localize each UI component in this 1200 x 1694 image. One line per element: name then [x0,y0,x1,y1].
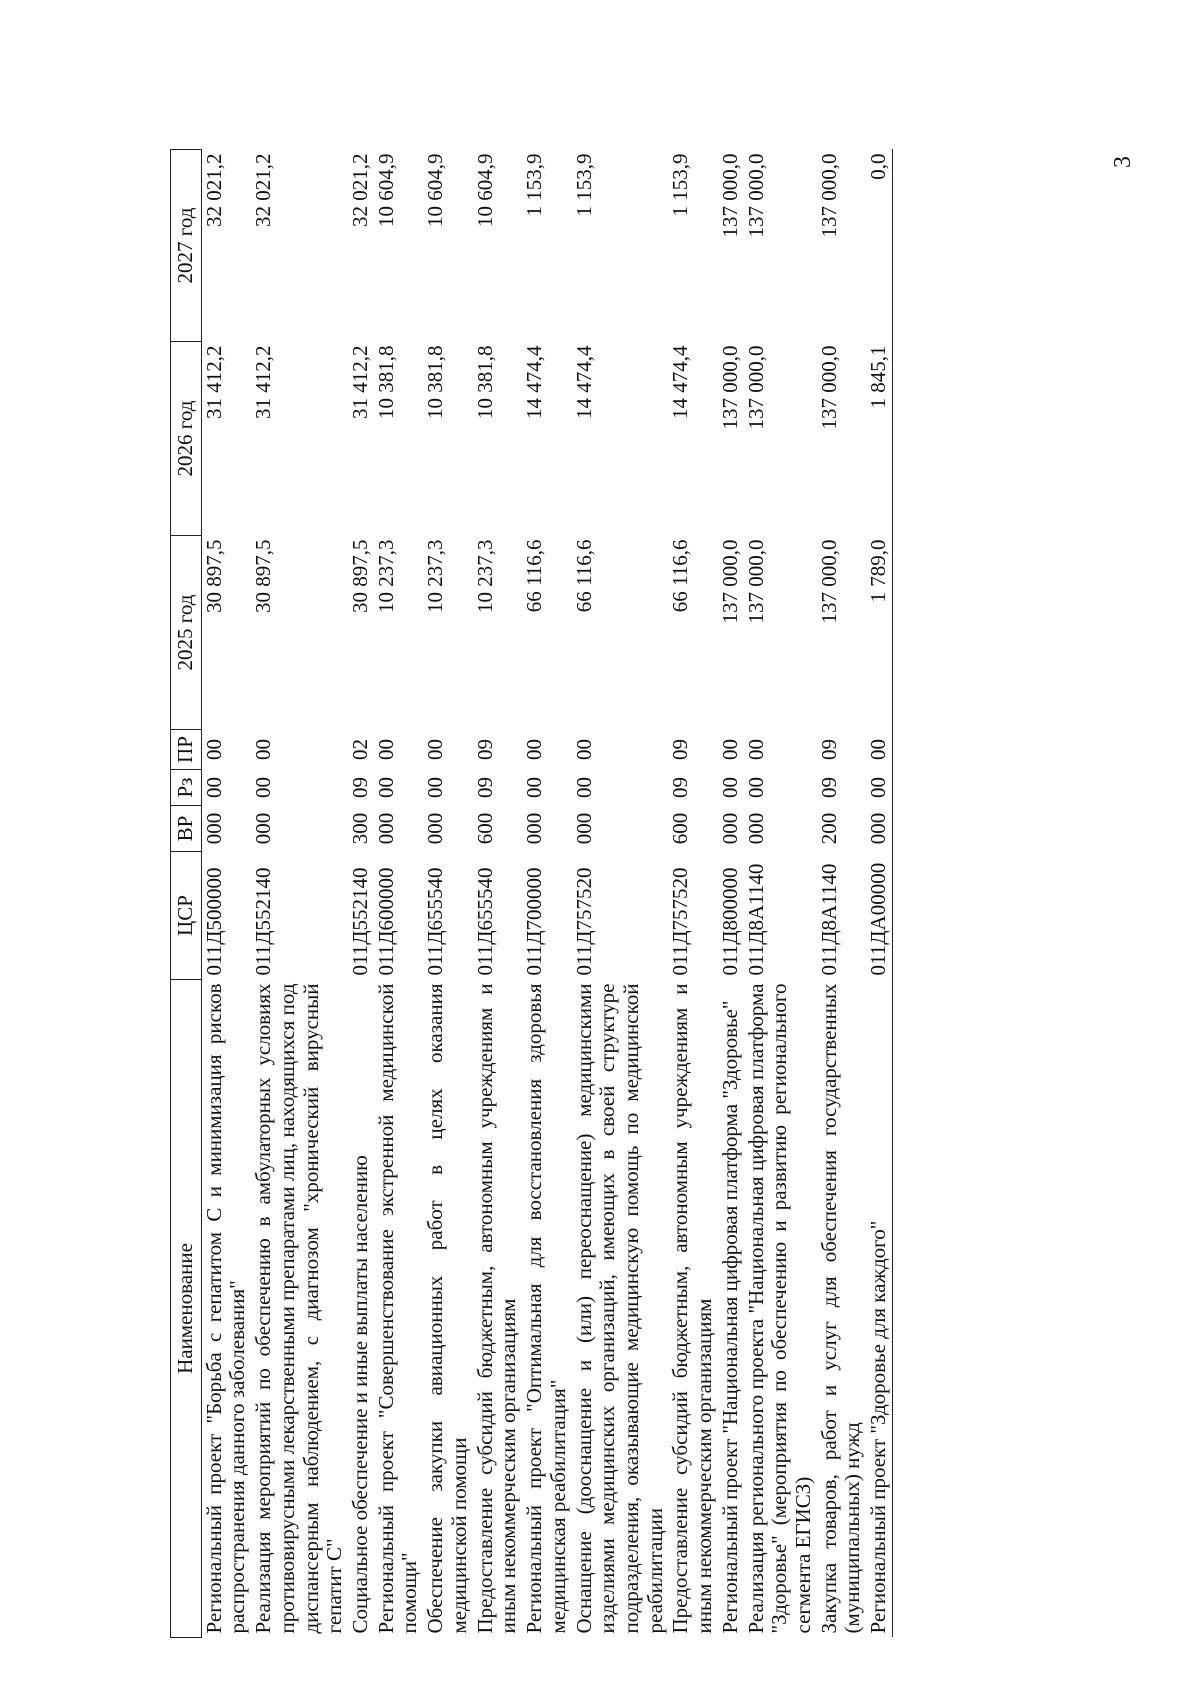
budget-table [170,149,893,1638]
row-name: Региональный проект "Совершенствование экстренной медицинской помощи" [373,983,422,1634]
row-pr: 00 [522,739,547,760]
table-body [201,150,892,1638]
header-2026: 2026 год [171,342,202,536]
row-pr: 00 [251,739,276,760]
header-rz: Рз [171,770,202,806]
header-csr: ЦСР [171,852,202,980]
row-2027: 10 604,9 [423,153,448,227]
row-csr: 011Д655540 [423,867,448,976]
row-vr: 300 [348,812,373,845]
row-pr: 00 [423,739,448,760]
table-row [718,150,744,1638]
row-csr: 011Д8А1140 [816,863,841,976]
row-name: Предоставление субсидий бюджетным, автономным учреждениям и иным некоммерческим организациям [668,983,717,1634]
table-row [668,150,717,1638]
row-2027: 1 153,9 [571,153,596,217]
row-pr: 00 [373,739,398,760]
row-vr: 000 [743,812,768,845]
row-csr: 011Д552140 [348,867,373,976]
row-csr: 011Д700000 [522,867,547,976]
row-2026: 14 474,4 [668,345,693,419]
row-pr: 02 [348,739,373,760]
row-csr: 011Д655540 [472,867,497,976]
row-vr: 200 [816,812,841,845]
row-2026: 137 000,0 [717,345,742,430]
table-row [348,150,374,1638]
row-2027: 32 021,2 [251,153,276,227]
row-2027: 137 000,0 [743,153,768,238]
row-name: Региональный проект "Оптимальная для восстановления здоровья медицинская реабилитация" [522,983,570,1634]
row-2027: 1 153,9 [668,153,693,217]
row-2026: 14 474,4 [571,345,596,419]
row-pr: 09 [668,739,693,760]
row-2025: 66 116,6 [522,539,547,613]
row-2027: 10 604,9 [373,153,398,227]
table-row [201,150,251,1638]
row-2025: 137 000,0 [743,539,768,624]
header-vr: ВР [171,806,202,852]
row-2026: 14 474,4 [522,345,547,419]
row-vr: 000 [251,812,276,845]
row-name: Региональный проект "Здоровье для каждого" [866,980,892,1638]
row-rz: 00 [423,777,448,798]
table-row [744,150,817,1638]
table-row [866,150,892,1638]
row-2025: 10 237,3 [373,539,398,613]
row-csr: 011Д8А1140 [743,863,768,976]
row-pr: 00 [717,739,742,760]
row-2025: 30 897,5 [348,539,373,613]
row-name: Региональный проект "Национальная цифровая платформа "Здоровье" [717,1000,742,1634]
row-2027: 0,0 [866,150,892,342]
row-pr: 00 [743,739,768,760]
row-name: Социальное обеспечение и иные выплаты населению [348,1155,373,1634]
table-row [423,150,472,1638]
row-2026: 137 000,0 [816,345,841,430]
row-vr: 600 [668,812,693,845]
row-pr: 00 [866,730,892,770]
table-row [522,150,571,1638]
row-2025: 30 897,5 [251,539,276,613]
row-csr: 011ДА00000 [866,852,892,980]
row-2025: 137 000,0 [717,539,742,624]
table-header [171,150,202,1638]
row-2026: 137 000,0 [743,345,768,430]
row-rz: 09 [668,777,693,798]
row-name: Реализация регионального проекта "Национальная цифровая платформа "Здоровье" (мероприятия по обеспечению и развитию регионального сегмента ЕГИСЗ) [743,983,815,1634]
row-rz: 00 [571,777,596,798]
row-name: Региональный проект "Борьба с гепатитом С и минимизация рисков распространения данного заболевания" [201,983,250,1634]
row-2025: 137 000,0 [816,539,841,624]
row-vr: 000 [373,812,398,845]
row-2025: 66 116,6 [571,539,596,613]
row-2025: 1 789,0 [866,536,892,730]
row-2025: 10 237,3 [472,539,497,613]
row-rz: 00 [201,777,226,798]
row-name: Закупка товаров, работ и услуг для обеспечения государственных (муниципальных) нужд [816,983,865,1634]
table-row [374,150,423,1638]
row-rz: 09 [472,777,497,798]
row-name: Обеспечение закупки авиационных работ в целях оказания медицинской помощи [423,983,471,1634]
row-2027: 1 153,9 [522,153,547,217]
row-pr: 00 [571,739,596,760]
row-vr: 000 [201,812,226,845]
row-2026: 31 412,2 [201,345,226,419]
row-csr: 011Д552140 [251,867,276,976]
row-name: Реализация мероприятий по обеспечению в амбулаторных условиях противовирусными лекарственными препаратами лиц, находящихся под диспансерным наблюдением, с диагнозом "хронический вирусный гепатит С" [251,983,347,1634]
row-rz: 00 [373,777,398,798]
header-2025: 2025 год [171,536,202,730]
row-pr: 00 [201,739,226,760]
row-csr: 011Д600000 [373,867,398,976]
row-2025: 66 116,6 [668,539,693,613]
row-2025: 30 897,5 [201,539,226,613]
row-2027: 32 021,2 [348,153,373,227]
row-2025: 10 237,3 [423,539,448,613]
table-row [473,150,522,1638]
header-2027: 2027 год [171,150,202,342]
row-pr: 09 [816,739,841,760]
row-2026: 10 381,8 [472,345,497,419]
row-rz: 00 [717,777,742,798]
row-rz: 09 [816,777,841,798]
row-rz: 09 [348,777,373,798]
header-pr: ПР [171,730,202,770]
header-name: Наименование [171,980,202,1638]
row-rz: 00 [251,777,276,798]
row-2026: 1 845,1 [866,342,892,536]
row-csr: 011Д757520 [668,867,693,976]
row-csr: 011Д800000 [717,867,742,976]
row-vr: 000 [866,806,892,852]
row-rz: 00 [743,777,768,798]
row-pr: 09 [472,739,497,760]
row-name: Предоставление субсидий бюджетным, автономным учреждениям и иным некоммерческим организациям [472,983,521,1634]
page-number: 3 [1110,156,1136,168]
row-rz: 00 [866,770,892,806]
row-2026: 10 381,8 [423,345,448,419]
row-csr: 011Д500000 [201,867,226,976]
row-rz: 00 [522,777,547,798]
table-row [817,150,866,1638]
row-vr: 000 [522,812,547,845]
row-2026: 10 381,8 [373,345,398,419]
table-row [251,150,348,1638]
row-2026: 31 412,2 [251,345,276,419]
row-2027: 32 021,2 [201,153,226,227]
row-name: Оснащение (дооснащение и (или) переоснащение) медицинскими изделиями медицинских организаций, имеющих в своей структуре подразделения, оказывающие медицинскую помощь по медицинской реабилитации [571,983,667,1634]
row-vr: 000 [717,812,742,845]
row-2026: 31 412,2 [348,345,373,419]
row-vr: 000 [571,812,596,845]
row-2027: 137 000,0 [816,153,841,238]
row-vr: 000 [423,812,448,845]
row-csr: 011Д757520 [571,867,596,976]
table-row [572,150,669,1638]
row-2027: 10 604,9 [472,153,497,227]
rotated-page-content [170,150,1060,1638]
row-2027: 137 000,0 [717,153,742,238]
row-vr: 600 [472,812,497,845]
